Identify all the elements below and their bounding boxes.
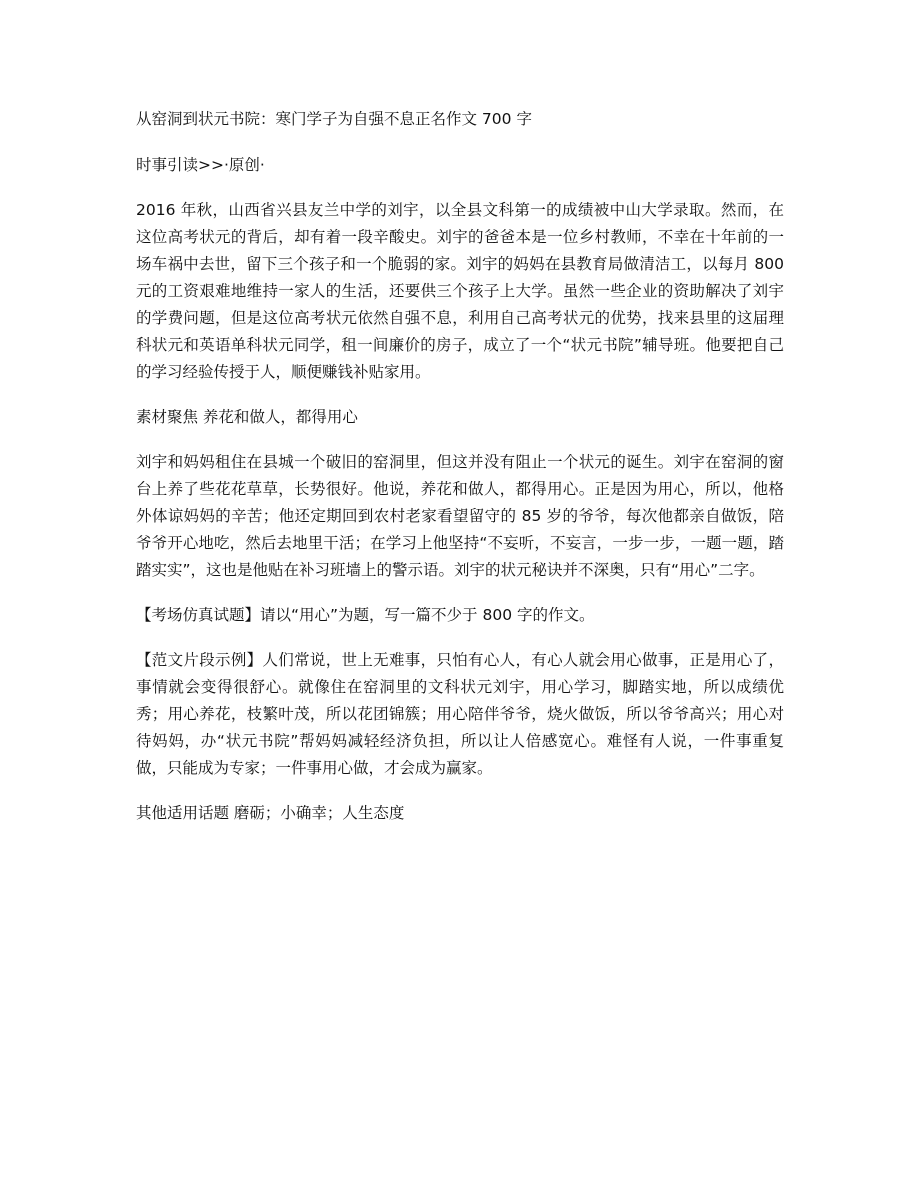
news-paragraph: 2016 年秋，山西省兴县友兰中学的刘宇，以全县文科第一的成绩被中山大学录取。然而，在这位高考状元的背后，却有着一段辛酸史。刘宇的爸爸本是一位乡村教师，不幸在十年前的一场车祸中去世，留下三个孩子和一个脆弱的家。刘宇的妈妈在县教育局做清洁工，以每月 800 元的工资艰难地维持一家人的生活，还要供三个孩子上大学。虽然一些企业的资助解决了刘宇的学费问题，但是这位高考状元依然自强不息，利用自己高考状元的优势，找来县里的这届理科状元和英语单科状元同学，租一间廉价的房子，成立了一个“状元书院”辅导班。他要把自己的学习经验传授于人，顺便赚钱补贴家用。	[136, 201, 784, 381]
document-page	[136, 106, 784, 845]
sample-essay-paragraph: 【范文片段示例】人们常说，世上无难事，只怕有心人，有心人就会用心做事，正是用心了，事情就会变得很舒心。就像住在窑洞里的文科状元刘宇，用心学习，脚踏实地，所以成绩优秀；用心养花，枝繁叶茂，所以花团锦簇；用心陪伴爷爷，烧火做饭，所以爷爷高兴；用心对待妈妈，办“状元书院”帮妈妈减轻经济负担，所以让人倍感宽心。难怪有人说，一件事重复做，只能成为专家；一件事用心做，才会成为赢家。	[136, 651, 784, 777]
section-heading: 素材聚焦 养花和做人，都得用心	[136, 408, 358, 426]
intro-line: 时事引读>>·原创·	[136, 156, 265, 174]
other-topics-line: 其他适用话题 磨砺；小确幸；人生态度	[136, 804, 405, 822]
exam-prompt-paragraph: 【考场仿真试题】请以“用心”为题，写一篇不少于 800 字的作文。	[136, 606, 595, 624]
story-paragraph: 刘宇和妈妈租住在县城一个破旧的窑洞里，但这并没有阻止一个状元的诞生。刘宇在窑洞的窗台上养了些花花草草，长势很好。他说，养花和做人，都得用心。正是因为用心，所以，他格外体谅妈妈的辛苦；他还定期回到农村老家看望留守的 85 岁的爷爷，每次他都亲自做饭，陪爷爷开心地吃，然后去地里干活；在学习上他坚持“不妄听，不妄言，一步一步，一题一题，踏踏实实”，这也是他贴在补习班墙上的警示语。刘宇的状元秘诀并不深奥，只有“用心”二字。	[136, 453, 784, 579]
document-title: 从窑洞到状元书院：寒门学子为自强不息正名作文 700 字	[136, 110, 532, 128]
